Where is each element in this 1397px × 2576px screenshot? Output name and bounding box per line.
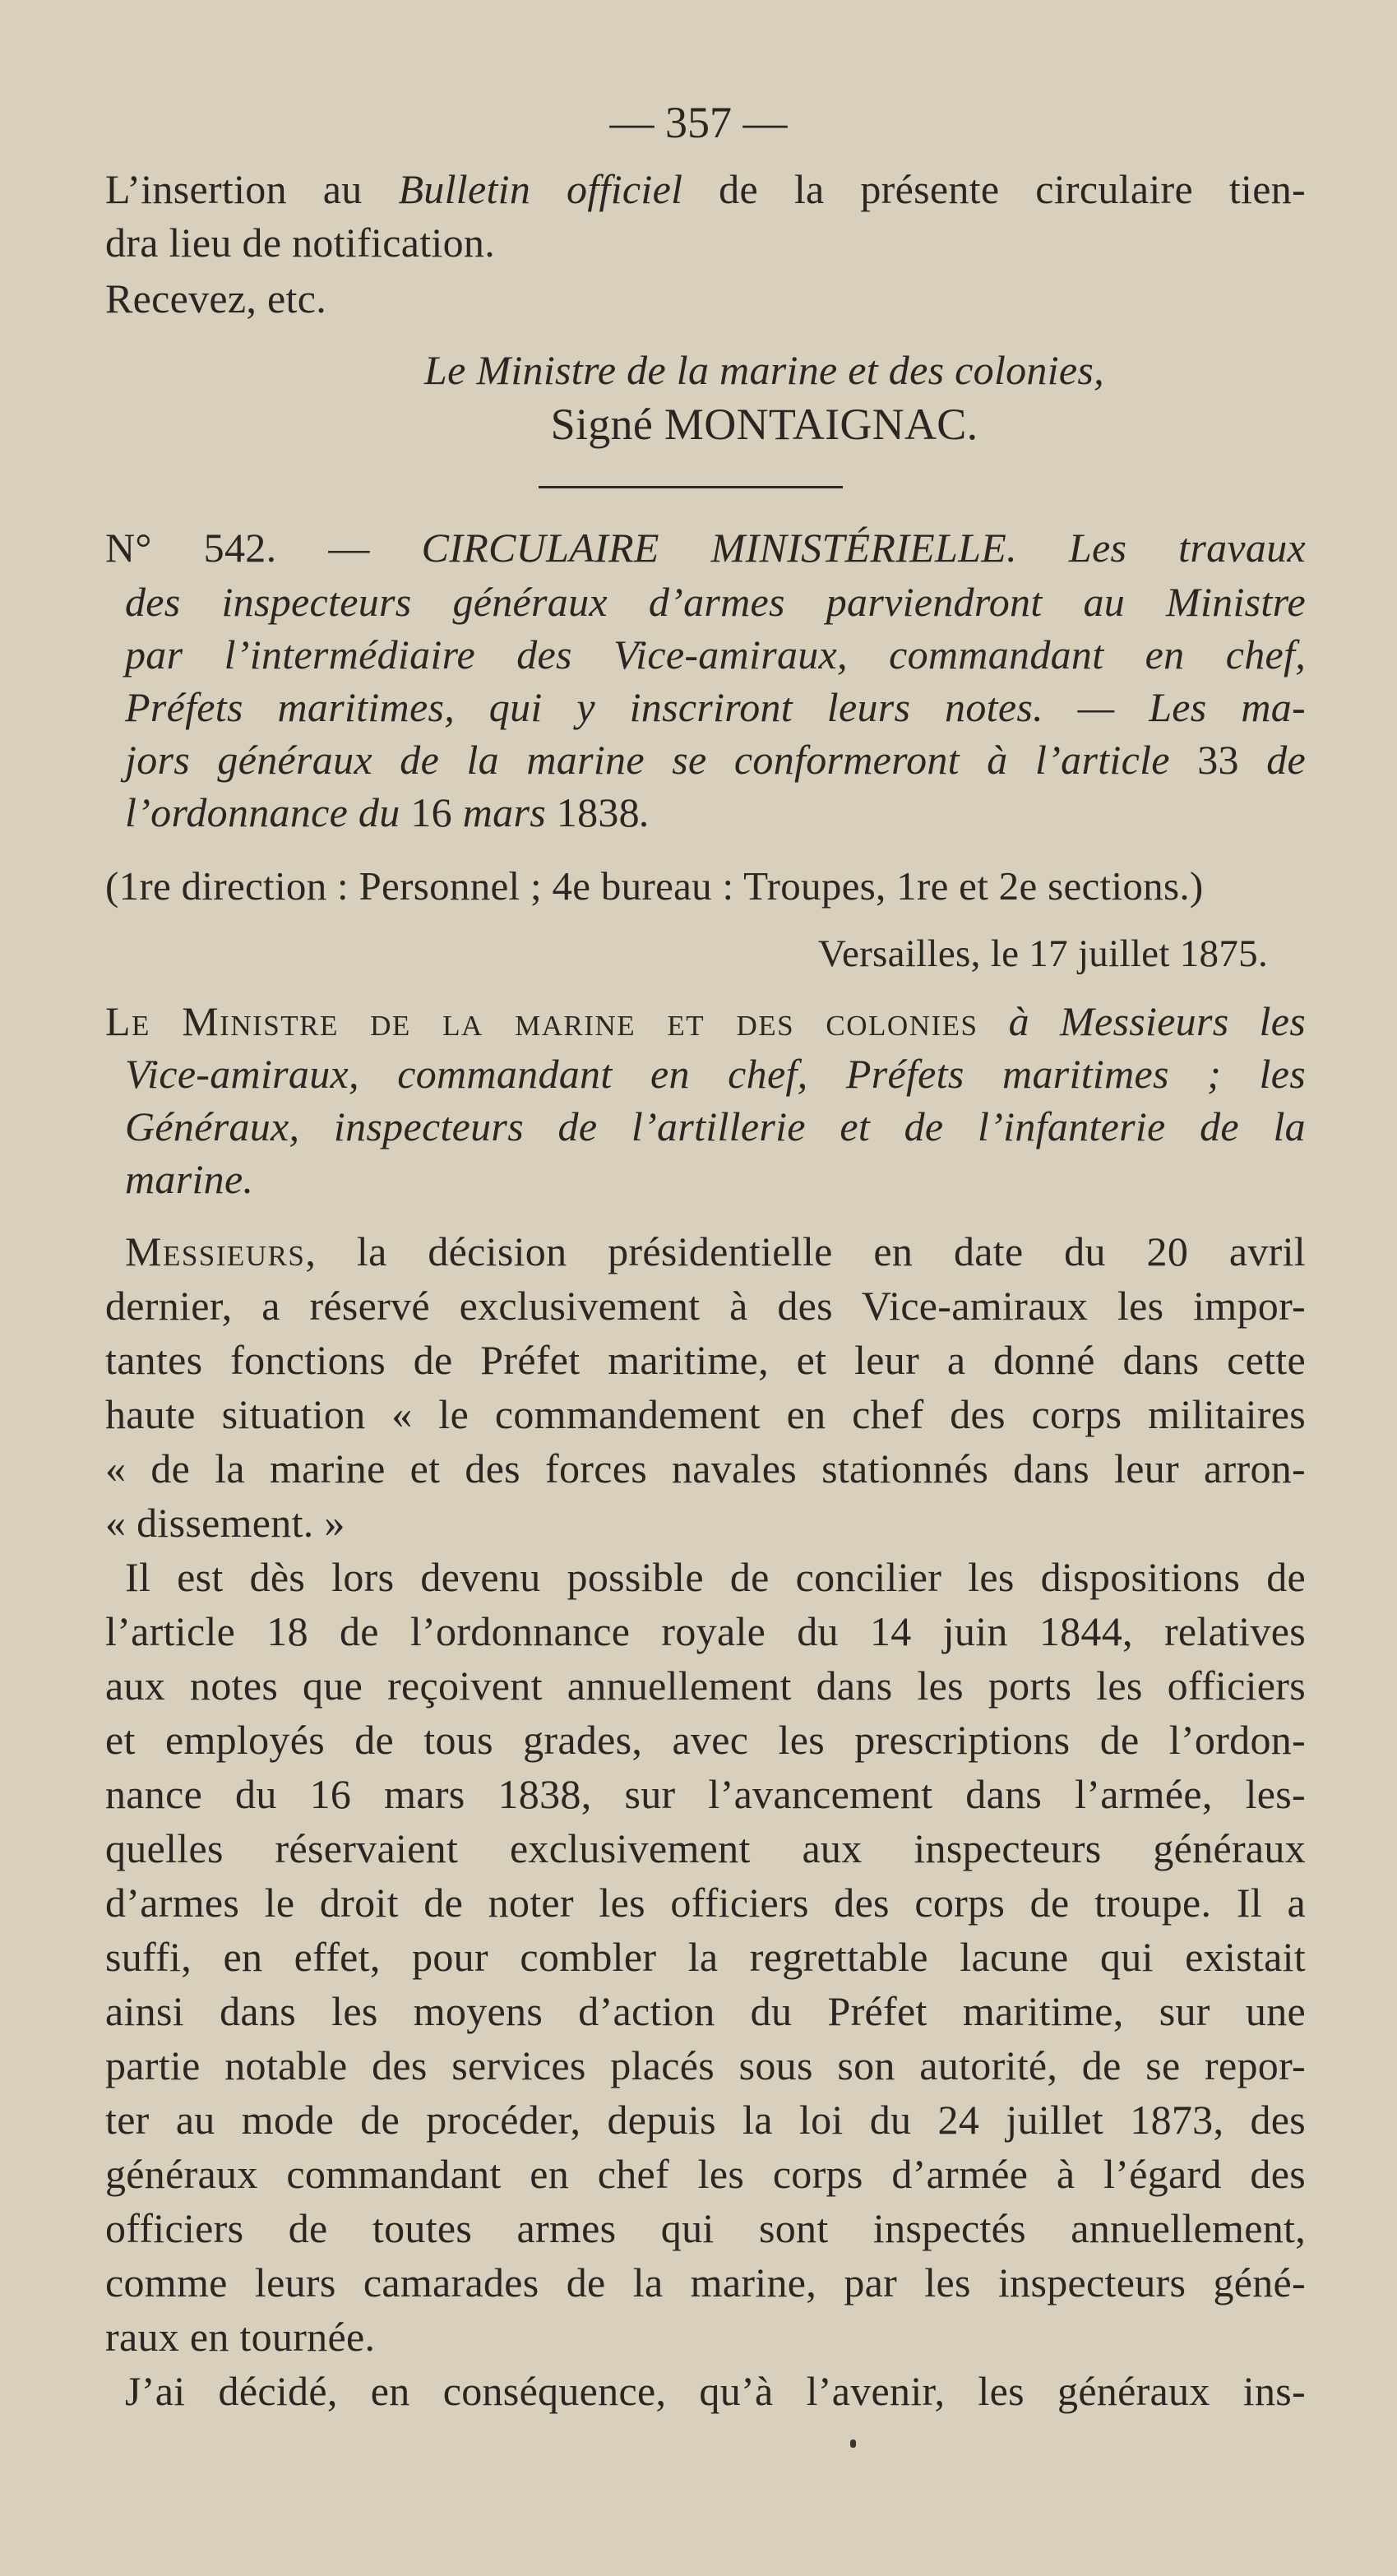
text-run: mars <box>451 789 557 835</box>
paragraph-line: « de la marine et des forces navales stationnés dans leur arron- <box>105 1445 1306 1491</box>
address-line <box>105 997 1306 1046</box>
text-run: . <box>639 789 650 835</box>
text-run: de <box>1238 737 1307 783</box>
text-run: de la présente circulaire tien- <box>682 166 1306 212</box>
paragraph-line: partie notable des services placés sous son autorité, de se repor- <box>105 2042 1306 2088</box>
paragraph-line: l’article 18 de l’ordonnance royale du 14 juin 1844, relatives <box>105 1608 1306 1654</box>
summary-line <box>125 788 1306 837</box>
address-line: Généraux, inspecteurs de l’artillerie et de l’infanterie de la <box>125 1103 1306 1149</box>
paragraph-line: haute situation « le commandement en chef des corps militaires <box>105 1391 1306 1437</box>
paragraph-line: raux en tournée. <box>105 2314 376 2360</box>
paragraph-line: ainsi dans les moyens d’action du Préfet maritime, sur une <box>105 1988 1306 2034</box>
paragraph-line: suffi, en effet, pour combler la regrettable lacune qui existait <box>105 1934 1306 1980</box>
text-run: , la décision présidentielle en date du 20 avril <box>305 1228 1306 1274</box>
place-date: Versailles, le 17 juillet 1875. <box>817 932 1268 975</box>
paragraph-line: d’armes le droit de noter les officiers des corps de troupe. Il a <box>105 1880 1306 1926</box>
bulletin-title: Bulletin officiel <box>398 166 683 212</box>
paragraph-line: quelles réservaient exclusivement aux inspecteurs généraux <box>105 1825 1306 1871</box>
paragraph-line: nance du 16 mars 1838, sur l’avancement dans l’armée, les- <box>105 1771 1306 1817</box>
text-run: L’insertion au <box>105 166 399 212</box>
text-run: jors généraux de la marine se conformeront à l’article <box>125 737 1198 783</box>
paragraph-line: dernier, a réservé exclusivement à des Vice-amiraux les impor- <box>105 1283 1306 1329</box>
paragraph-line: Il est dès lors devenu possible de concilier les dispositions de <box>125 1554 1306 1600</box>
text-run: 33 <box>1197 737 1239 783</box>
circular-heading <box>105 523 1306 572</box>
signatory-title: Le Ministre de la marine et des colonies, <box>424 347 1104 393</box>
paragraph-line <box>125 1227 1306 1276</box>
section-divider <box>539 486 843 488</box>
address-line: marine. <box>125 1156 254 1202</box>
address-line: Vice-amiraux, commandant en chef, Préfets maritimes ; les <box>125 1051 1306 1097</box>
paragraph-line: tantes fonctions de Préfet maritime, et leur a donné dans cette <box>105 1337 1306 1383</box>
text-run: 1838 <box>556 789 640 835</box>
circular-number: N° 542. — <box>105 525 422 571</box>
text-line <box>105 164 1306 214</box>
text-run: l’ordonnance du <box>125 789 411 835</box>
text-run: à Messieurs les <box>978 998 1307 1044</box>
ink-speck <box>850 2440 856 2448</box>
signature: Signé MONTAIGNAC. <box>550 400 978 449</box>
text-run: Le Ministre de la marine et des colonies <box>105 998 978 1044</box>
summary-line: Préfets maritimes, qui y inscriront leurs notes. — Les ma- <box>125 684 1306 730</box>
text-run: Messieurs <box>125 1228 306 1274</box>
paragraph-line: comme leurs camarades de la marine, par les inspecteurs géné- <box>105 2259 1306 2305</box>
summary-line: par l’intermédiaire des Vice-amiraux, commandant en chef, <box>125 631 1306 678</box>
circular-title: CIRCULAIRE MINISTÉRIELLE. Les travaux <box>421 525 1306 571</box>
closing-formula: Recevez, etc. <box>105 275 326 321</box>
page-number: — 357 — <box>609 98 788 147</box>
paragraph-line: aux notes que reçoivent annuellement dans les ports les officiers <box>105 1663 1306 1709</box>
paragraph-line: ter au mode de procéder, depuis la loi du 24 juillet 1873, des <box>105 2097 1306 2143</box>
paragraph-line: J’ai décidé, en conséquence, qu’à l’avenir, les généraux ins- <box>125 2368 1306 2414</box>
paragraph-line: officiers de toutes armes qui sont inspectés annuellement, <box>105 2205 1306 2251</box>
direction-line: (1re direction : Personnel ; 4e bureau : Troupes, 1re et 2e sections.) <box>105 863 1204 909</box>
text-line: dra lieu de notification. <box>105 220 496 266</box>
paragraph-line: « dissement. » <box>105 1500 345 1546</box>
text-run: 16 <box>410 789 452 835</box>
paragraph-line: généraux commandant en chef les corps d’armée à l’égard des <box>105 2151 1306 2197</box>
paragraph-line: et employés de tous grades, avec les prescriptions de l’ordon- <box>105 1717 1306 1763</box>
summary-line: des inspecteurs généraux d’armes parviendront au Ministre <box>125 579 1306 625</box>
summary-line <box>125 735 1306 784</box>
